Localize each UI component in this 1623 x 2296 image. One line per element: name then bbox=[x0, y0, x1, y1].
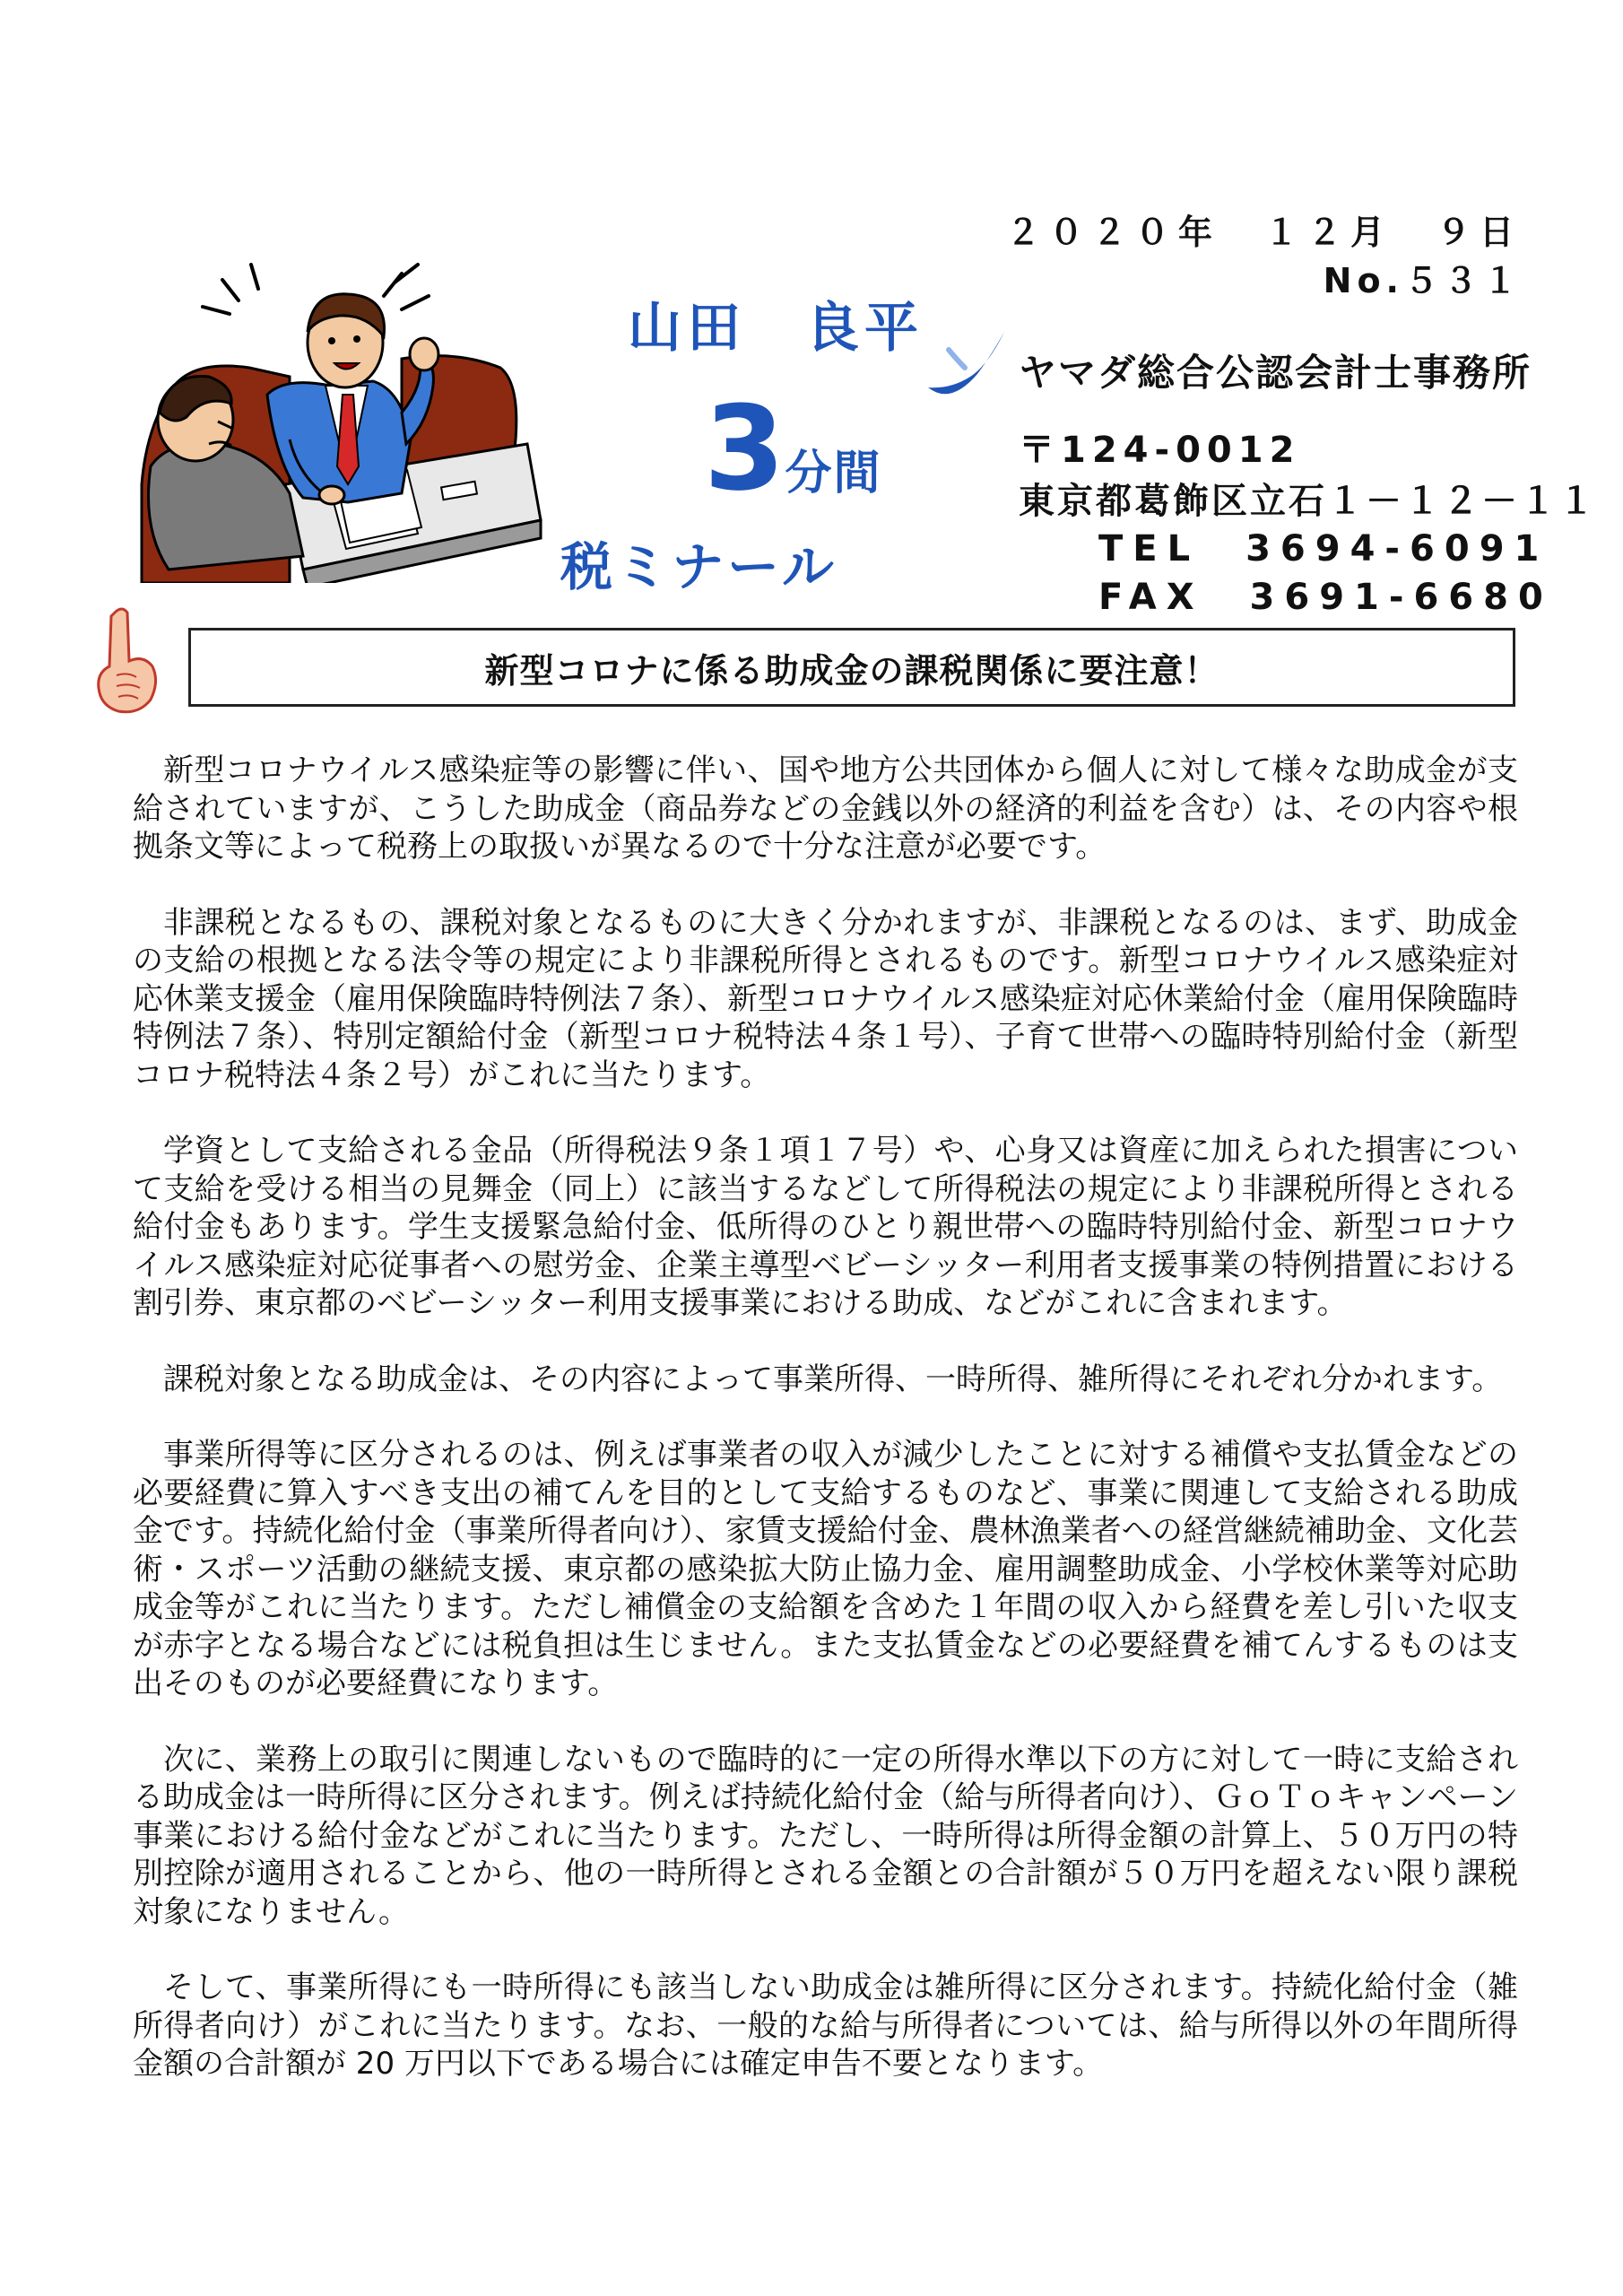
office-address: 東京都葛飾区立石１－１２－１１ bbox=[1019, 481, 1597, 522]
brand-title: 山田 良平 bbox=[628, 297, 924, 360]
brand-minutes-number: 3 bbox=[704, 380, 785, 517]
headline-box bbox=[188, 628, 1515, 707]
brand-seminar: 税ミナール bbox=[560, 536, 838, 597]
office-tel: TEL 3694-6091 bbox=[1098, 528, 1549, 570]
headline: 新型コロナに係る助成金の課税関係に要注意！ bbox=[484, 650, 1219, 691]
issue-date: ２０２０年 １２月 ９日 bbox=[1005, 213, 1523, 252]
postal-code: 〒124-0012 bbox=[1019, 430, 1301, 471]
article-body bbox=[133, 752, 1518, 2121]
paragraph-6: 次に、業務上の取引に関連しないもので臨時的に一定の所得水準以下の方に対して一時に支給される助成金は一時所得に区分されます。例えば持続化給付金（給与所得者向け）、ＧｏＴｏキャンペーン事業における給付金などがこれに当たります。ただし、一時所得は所得金額の計算上、５０万円の特別控除が適用されることから、他の一時所得とされる金額との合計額が５０万円を超えない限り課税対象になりません。 bbox=[133, 1741, 1518, 1930]
paragraph-2: 非課税となるもの、課税対象となるものに大きく分かれますが、非課税となるのは、まず、助成金の支給の根拠となる法令等の規定により非課税所得とされるものです。新型コロナウイルス感染症対応休業支援金（雇用保険臨時特例法７条）、新型コロナウイルス感染症対応休業給付金（雇用保険臨時特例法７条）、特別定額給付金（新型コロナ税特法４条１号）、子育て世帯への臨時特別給付金（新型コロナ税特法４条２号）がこれに当たります。 bbox=[133, 904, 1518, 1093]
issue-number: No.５３１ bbox=[1323, 261, 1523, 300]
pointing-hand-icon bbox=[90, 605, 161, 718]
office-fax: FAX 3691-6680 bbox=[1098, 577, 1553, 618]
paragraph-3: 学資として支給される金品（所得税法９条１項１７号）や、心身又は資産に加えられた損害について支給を受ける相当の見舞金（同上）に該当するなどして所得税法の規定により非課税所得とされる給付金もあります。学生支援緊急給付金、低所得のひとり親世帯への臨時特別給付金、新型コロナウイルス感染症対応従事者への慰労金、企業主導型ベビーシッター利用者支援事業の特例措置における割引券、東京都のベビーシッター利用支援事業における助成、などがこれに含まれます。 bbox=[133, 1133, 1518, 1321]
illustration-two-businessmen bbox=[133, 260, 554, 583]
paragraph-4: 課税対象となる助成金は、その内容によって事業所得、一時所得、雑所得にそれぞれ分かれます。 bbox=[163, 1361, 1503, 1397]
paragraph-7: そして、事業所得にも一時所得にも該当しない助成金は雑所得に区分されます。持続化給付金（雑所得者向け）がこれに当たります。なお、一般的な給与所得者については、給与所得以外の年間所得金額の合計額が 20 万円以下である場合には確定申告不要となります。 bbox=[133, 1970, 1518, 2082]
paragraph-5: 事業所得等に区分されるのは、例えば事業者の収入が減少したことに対する補償や支払賃金などの必要経費に算入すべき支出の補てんを目的として支給するものなど、事業に関連して支給される助成金です。持続化給付金（事業所得者向け）、家賃支援給付金、農林漁業者への経営継続補助金、文化芸術・スポーツ活動の継続支援、東京都の感染拡大防止協力金、雇用調整助成金、小学校休業等対応助成金等がこれに当たります。ただし補償金の支給額を含めた１年間の収入から経費を差し引いた収支が赤字となる場合などには税負担は生じません。また支払賃金などの必要経費を補てんするものは支出そのものが必要経費になります。 bbox=[133, 1437, 1518, 1701]
brand-minutes bbox=[704, 380, 882, 517]
office-swoosh-logo bbox=[924, 325, 1009, 405]
brand-minutes-unit: 分間 bbox=[785, 447, 882, 500]
office-name: ヤマダ総合公認会計士事務所 bbox=[1019, 351, 1532, 395]
paragraph-1: 新型コロナウイルス感染症等の影響に伴い、国や地方公共団体から個人に対して様々な助成金が支給されていますが、こうした助成金（商品券などの金銭以外の経済的利益を含む）は、その内容や根拠条文等によって税務上の取扱いが異なるので十分な注意が必要です。 bbox=[133, 752, 1518, 865]
